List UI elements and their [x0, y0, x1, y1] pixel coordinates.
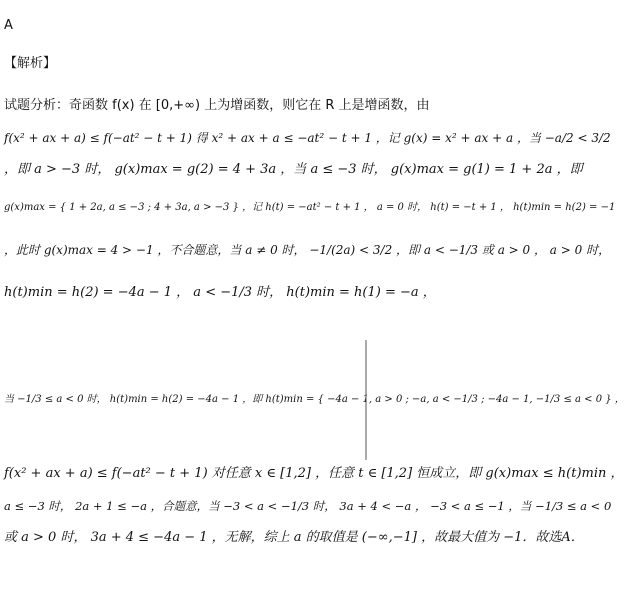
solution-line-3: ，即 a > −3 时， g(x)max = g(2) = 4 + 3a ，当 a ≤ −3 时， g(x)max = g(1) = 1 + 2a ，即 [4, 162, 583, 177]
solution-line-5: ，此时 g(x)max = 4 > −1 ，不合题意，当 a ≠ 0 时， −1/(2a) < 3/2 ，即 a < −1/3 或 a > 0 ， a > 0 时， [4, 243, 611, 257]
solution-line-9: a ≤ −3 时， 2a + 1 ≤ −a ，合题意，当 −3 < a < −1/3 时， 3a + 4 < −a ， −3 < a ≤ −1 ，当 −1/3 ≤ a < 0 [4, 499, 612, 513]
answer-letter: A [4, 18, 13, 33]
solution-line-4: g(x)max = { 1 + 2a, a ≤ −3 ; 4 + 3a, a > −3 } ，记 h(t) = −at² − t + 1 ， a = 0 时， h(t) = −t + 1 ， h(t)min = h(2) = −1 [4, 202, 616, 213]
solution-line-1: 试题分析：奇函数 f(x) 在 [0,+∞) 上为增函数，则它在 R 上是增函数，由 [4, 98, 430, 113]
solution-line-7: 当 −1/3 ≤ a < 0 时， h(t)min = h(2) = −4a − 1 ，即 h(t)min = { −4a − 1, a > 0 ; −a, a < −1/3 ; −4a − 1, −1/3 ≤ a < 0 } ， [4, 394, 625, 405]
solution-line-8: f(x² + ax + a) ≤ f(−at² − t + 1) 对任意 x ∈ [1,2] ，任意 t ∈ [1,2] 恒成立，即 g(x)max ≤ h(t)min ， [4, 466, 624, 481]
solution-line-2: f(x² + ax + a) ≤ f(−at² − t + 1) 得 x² + ax + a ≤ −at² − t + 1 ，记 g(x) = x² + ax + a ，当 −a/2 < 3/2 [4, 131, 611, 145]
solution-line-10: 或 a > 0 时， 3a + 4 ≤ −4a − 1 ，无解，综上 a 的取值是 (−∞,−1] ，故最大值为 −1．故选A． [4, 530, 584, 545]
solution-line-6: h(t)min = h(2) = −4a − 1 ， a < −1/3 时， h(t)min = h(1) = −a ， [4, 285, 436, 300]
section-heading: 【解析】 [4, 56, 57, 71]
